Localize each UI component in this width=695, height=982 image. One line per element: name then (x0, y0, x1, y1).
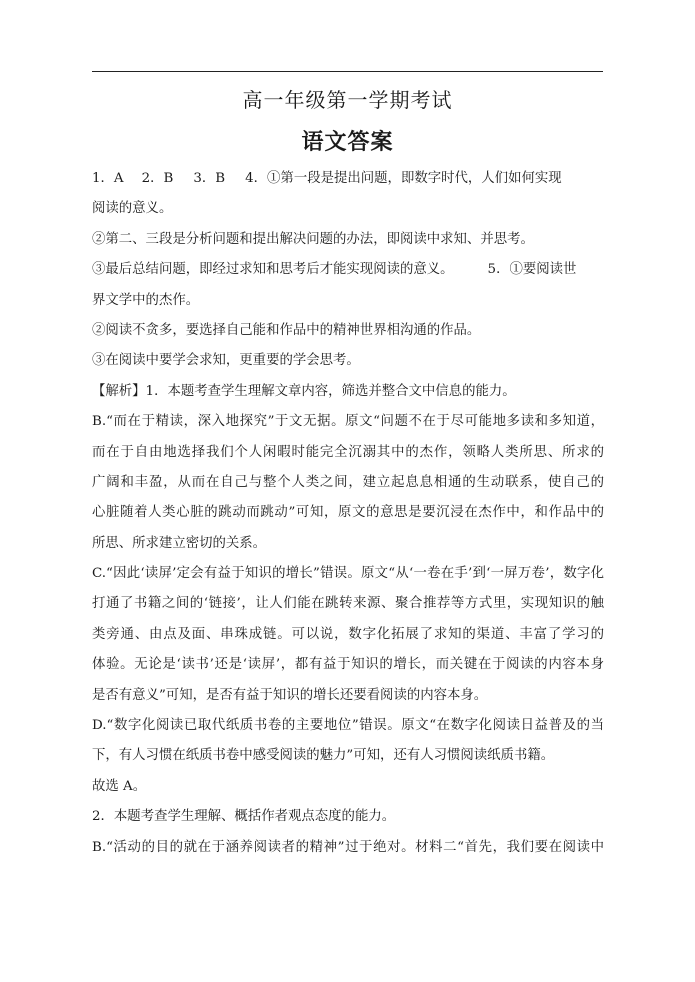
analysis-line: 广阔和丰盈，从而在自己与整个人类之间，建立起息息相通的生动联系，使自己的 (92, 474, 604, 490)
answer-q5-start: 5．①要阅读世 (487, 262, 577, 278)
answer-line: 界文学中的杰作。 (92, 292, 200, 308)
analysis-line: B.“而在于精读，深入地探究”于文无据。原文“问题不在于尽可能地多读和多知道， (92, 414, 604, 430)
analysis-line: 体验。无论是‘读书’还是‘读屏’，都有益于知识的增长，而关键在于阅读的内容本身 (92, 657, 604, 673)
answer-subtitle: 语文答案 (301, 130, 394, 155)
analysis-line: 2．本题考查学生理解、概括作者观点态度的能力。 (92, 809, 396, 825)
analysis-line: 心脏随着人类心脏的跳动而跳动”可知，原文的意思是要沉浸在杰作中，和作品中的 (92, 505, 604, 521)
analysis-line: C.“因此‘读屏’定会有益于知识的增长”错误。原文“从‘一卷在手’到‘一屏万卷’，数字化 (92, 566, 604, 582)
analysis-line: 是否有意义”可知，是否有益于知识的增长还要看阅读的内容本身。 (92, 687, 488, 703)
answer-q1: 1．A (92, 171, 124, 186)
answer-line: 阅读的意义。 (92, 201, 173, 217)
analysis-line: B.“活动的目的就在于涵养阅读者的精神”过于绝对。材料二“首先，我们要在阅读中 (92, 839, 604, 855)
answer-line-choices (92, 164, 604, 194)
exam-title: 高一年级第一学期考试 (242, 88, 453, 112)
answer-q4-summary: ③最后总结问题，即经过求知和思考后才能实现阅读的意义。 (92, 262, 454, 278)
answer-line: ②阅读不贪多，要选择自己能和作品中的精神世界相沟通的作品。 (92, 322, 481, 338)
answer-q3: 3．B (193, 171, 226, 186)
analysis-line: 下，有人习惯在纸质书卷中感受阅读的魅力”可知，还有人习惯阅读纸质书籍。 (92, 748, 555, 764)
answer-content (92, 164, 604, 863)
analysis-line: D.“数字化阅读已取代纸质书卷的主要地位”错误。原文“在数字化阅读日益普及的当 (92, 718, 604, 734)
analysis-line: 所思、所求建立密切的关系。 (92, 535, 267, 551)
analysis-line: 而在于自由地选择我们个人闲暇时能完全沉溺其中的杰作，领略人类所思、所求的 (92, 444, 604, 460)
top-rule-divider (92, 71, 603, 72)
analysis-line: 打通了书籍之间的‘链接’，让人们能在跳转来源、聚合推荐等方式里，实现知识的触 (92, 596, 604, 612)
answer-line-q4-q5 (92, 255, 604, 285)
answer-line: ②第二、三段是分析问题和提出解决问题的办法，即阅读中求知、并思考。 (92, 231, 534, 247)
analysis-line: 类旁通、由点及面、串珠成链。可以说，数字化拓展了求知的渠道、丰富了学习的 (92, 626, 604, 642)
analysis-conclusion: 故选 A。 (92, 778, 147, 794)
answer-line: ③在阅读中要学会求知，更重要的学会思考。 (92, 353, 360, 369)
answer-q4-start: 4．①第一段是提出问题，即数字时代，人们如何实现 (245, 171, 562, 186)
answer-q2: 2．B (141, 171, 174, 186)
analysis-heading-line: 【解析】1．本题考查学生理解文章内容，筛选并整合文中信息的能力。 (92, 383, 516, 399)
